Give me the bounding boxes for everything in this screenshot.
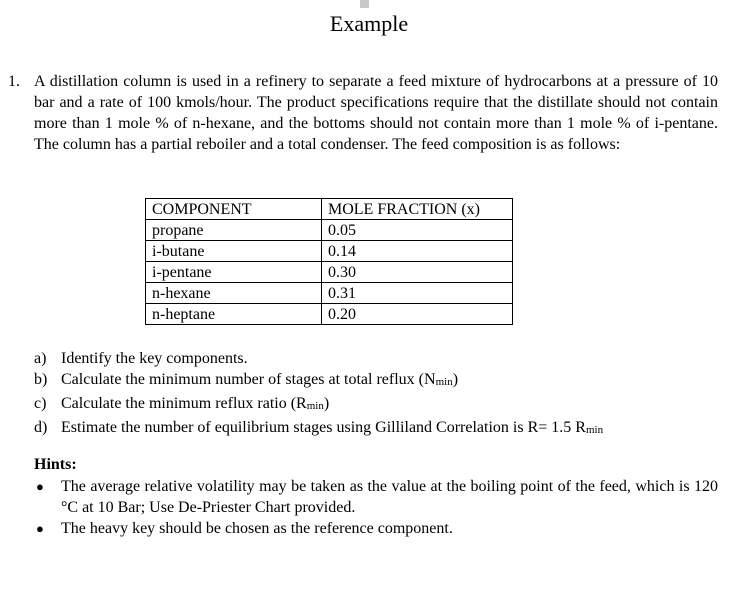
table-row (146, 283, 513, 304)
part-letter: c) (34, 395, 47, 412)
table-cell-mole-fraction: 0.31 (322, 283, 513, 304)
question-part-d (34, 417, 603, 441)
hint-text: The heavy key should be chosen as the reference component. (61, 520, 453, 537)
part-text: Calculate the minimum number of stages at total reflux (N (61, 371, 436, 388)
table-cell-component: n-hexane (146, 283, 322, 304)
part-subscript: min (435, 376, 453, 388)
part-suffix: ) (323, 395, 330, 412)
page-title: Example (329, 11, 409, 36)
table-cell-mole-fraction: 0.14 (322, 241, 513, 262)
feed-composition-table (145, 198, 513, 325)
table-row (146, 241, 513, 262)
question-part-c (34, 393, 603, 417)
table-header-row (146, 199, 513, 220)
part-subscript: min (306, 400, 324, 412)
part-suffix: ) (452, 371, 459, 388)
bullet-icon: ● (36, 479, 44, 494)
hint-item (34, 518, 718, 539)
part-text: Calculate the minimum reflux ratio (R (61, 395, 307, 412)
table-cell-mole-fraction: 0.20 (322, 304, 513, 325)
problem-text: A distillation column is used in a refinery to separate a feed mixture of hydrocarbons at a pressure of 10 bar and a rate of 100 kmols/hour. The product specifications require that the distillate should not contain more than 1 mole % of n-hexane, and the bottoms should not contain more than 1 mole % of i-pentane. The column has a partial reboiler and a total condenser. The feed composition is as follows: (34, 73, 718, 153)
part-text: Estimate the number of equilibrium stages using Gilliland Correlation is R= 1.5 R (61, 419, 586, 436)
table-cell-component: n-heptane (146, 304, 322, 325)
question-part-a (34, 348, 603, 369)
hint-item (34, 476, 718, 518)
table-header-mole-fraction: MOLE FRACTION (x) (322, 199, 513, 220)
text-cursor-marker (360, 0, 369, 8)
part-letter: b) (34, 371, 48, 388)
table-row (146, 220, 513, 241)
table-row (146, 304, 513, 325)
part-letter: d) (34, 419, 48, 436)
hint-text: The average relative volatility may be taken as the value at the boiling point of the feed, which is 120 °C at 10 Bar; Use De-Priester Chart provided. (61, 478, 718, 516)
part-letter: a) (34, 350, 47, 367)
table-cell-component: i-pentane (146, 262, 322, 283)
table-header-component: COMPONENT (146, 199, 322, 220)
hints-list (34, 476, 718, 539)
table-cell-component: i-butane (146, 241, 322, 262)
problem-statement (8, 71, 718, 155)
table-row (146, 262, 513, 283)
part-text: Identify the key components. (61, 350, 248, 367)
table-cell-component: propane (146, 220, 322, 241)
question-parts-list (34, 348, 603, 441)
problem-number: 1. (8, 73, 20, 90)
table-cell-mole-fraction: 0.30 (322, 262, 513, 283)
question-part-b (34, 369, 603, 393)
hints-heading: Hints: (34, 456, 77, 473)
part-subscript: min (585, 424, 604, 436)
bullet-icon: ● (36, 521, 44, 536)
table-cell-mole-fraction: 0.05 (322, 220, 513, 241)
